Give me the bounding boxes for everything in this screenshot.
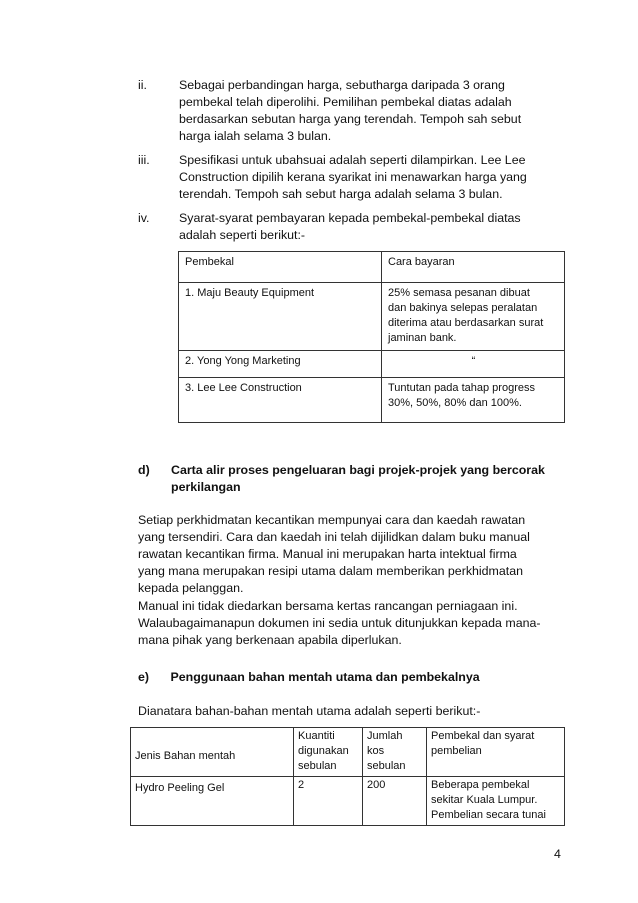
header-text: Kuantiti: [298, 730, 335, 742]
cell-text: Hydro Peeling Gel: [135, 782, 225, 794]
header-text: Pembekal dan syarat: [431, 730, 535, 742]
header-cell: [294, 728, 363, 777]
header-text: sebulan: [298, 760, 337, 772]
heading-line: Penggunaan bahan mentah utama dan pembekalnya: [170, 670, 480, 684]
text-line: pembekal telah diperolihi. Pemilihan pembekal diatas adalah: [179, 95, 512, 109]
text-line: 25% semasa pesanan dibuat: [388, 287, 530, 299]
list-item-iii: [138, 152, 564, 203]
text-line: Tuntutan pada tahap progress: [388, 382, 535, 394]
text-line: Walaubagaimanapun dokumen ini sedia untuk ditunjukkan kepada mana-: [138, 616, 541, 630]
payment-method-cell: [382, 351, 565, 378]
table-header-row: [179, 252, 565, 283]
text-line: jaminan bank.: [388, 332, 457, 344]
table-header-row: [131, 728, 565, 777]
table-row: [131, 777, 565, 826]
quantity-cell: 2: [294, 777, 363, 826]
header-text: digunakan: [298, 745, 349, 757]
section-d-heading: [138, 462, 564, 496]
ditto-mark: “: [471, 355, 476, 367]
table-row: [179, 283, 565, 351]
text-line: Dianatara bahan-bahan mentah utama adalah seperti berikut:-: [138, 704, 481, 718]
text-line: Manual ini tidak diedarkan bersama kertas rancangan perniagaan ini.: [138, 599, 518, 613]
supplier-cell: 2. Yong Yong Marketing: [179, 351, 382, 378]
text-line: Syarat-syarat pembayaran kepada pembekal-pembekal diatas: [179, 211, 521, 225]
header-cell: [131, 728, 294, 777]
text-line: dan bakinya selepas peralatan: [388, 302, 538, 314]
text-line: Sebagai perbandingan harga, sebutharga daripada 3 orang: [179, 78, 505, 92]
raw-materials-table: [130, 727, 565, 826]
cell-text: Beberapa pembekal: [431, 779, 530, 791]
text-line: mana pihak yang berkenaan apabila diperlukan.: [138, 633, 402, 647]
page-number: 4: [554, 847, 561, 861]
text-line: diterima atau berdasarkan surat: [388, 317, 544, 329]
text-line: harga ialah selama 3 bulan.: [179, 129, 332, 143]
cell-text: Pembelian secara tunai: [431, 809, 546, 821]
table-row: [179, 378, 565, 423]
text-line: berdasarkan sebutan harga yang terendah. Tempoh sah sebut: [179, 112, 522, 126]
text-line: Construction dipilih kerana syarikat ini menawarkan harga yang: [179, 170, 527, 184]
header-text: Jumlah: [367, 730, 403, 742]
text-line: terendah. Tempoh sah sebut harga adalah selama 3 bulan.: [179, 187, 503, 201]
header-text: pembelian: [431, 745, 482, 757]
header-cell: Pembekal: [179, 252, 382, 283]
payment-method-cell: [382, 378, 565, 423]
header-text: kos: [367, 745, 385, 757]
heading-line: Carta alir proses pengeluaran bagi projek-projek yang bercorak: [171, 463, 545, 477]
header-text: sebulan: [367, 760, 406, 772]
section-e-heading: [138, 669, 480, 686]
list-number: ii.: [138, 78, 147, 92]
paragraph: [138, 703, 564, 720]
text-line: kepada pelanggan.: [138, 581, 244, 595]
list-number: iv.: [138, 211, 150, 225]
header-cell: [363, 728, 427, 777]
header-cell: Cara bayaran: [382, 252, 565, 283]
payment-terms-table: [178, 251, 565, 423]
list-number: iii.: [138, 153, 150, 167]
header-cell: [427, 728, 565, 777]
table-row: [179, 351, 565, 378]
text-line: adalah seperti berikut:-: [179, 228, 306, 242]
section-label: e): [138, 670, 150, 684]
text-line: yang tersendiri. Cara dan kaedah ini telah dijilidkan dalam buku manual: [138, 530, 530, 544]
text-line: rawatan kecantikan firma. Manual ini merupakan harta intektual firma: [138, 547, 517, 561]
text-line: Setiap perkhidmatan kecantikan mempunyai cara dan kaedah rawatan: [138, 513, 526, 527]
cost-cell: 200: [363, 777, 427, 826]
text-line: Spesifikasi untuk ubahsuai adalah seperti dilampirkan. Lee Lee: [179, 153, 526, 167]
list-item-iv: [138, 210, 564, 244]
text-line: 30%, 50%, 80% dan 100%.: [388, 397, 522, 409]
cell-text: sekitar Kuala Lumpur.: [431, 794, 538, 806]
text-line: yang mana merupakan resipi utama dalam memberikan perkhidmatan: [138, 564, 523, 578]
supplier-cell: 3. Lee Lee Construction: [179, 378, 382, 423]
paragraph: [138, 512, 564, 597]
list-item-ii: [138, 77, 564, 145]
paragraph: [138, 598, 564, 649]
header-text: Jenis Bahan mentah: [135, 750, 236, 762]
heading-line: perkilangan: [171, 480, 241, 494]
material-cell: [131, 777, 294, 826]
supplier-terms-cell: [427, 777, 565, 826]
section-label: d): [138, 463, 150, 477]
payment-method-cell: [382, 283, 565, 351]
supplier-cell: 1. Maju Beauty Equipment: [179, 283, 382, 351]
